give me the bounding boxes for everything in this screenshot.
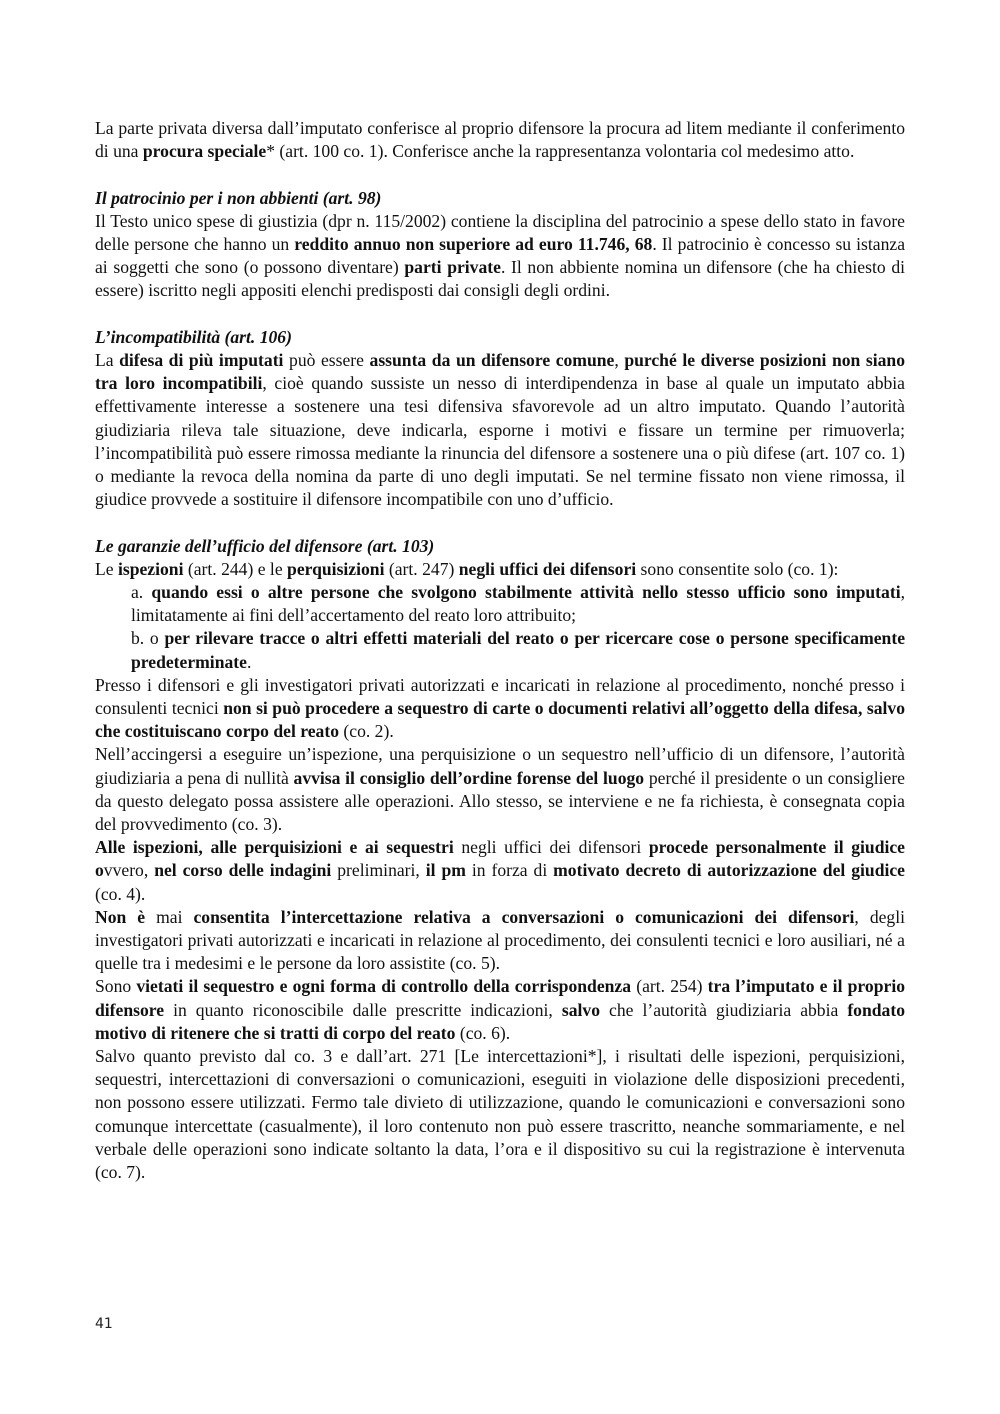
text-run: Le (95, 558, 118, 579)
text-run: Presso i difensori e gli investigatori privati autorizzati e incaricati in relazione al procedimento, nonché presso i consulenti tecnici (95, 674, 905, 719)
section-heading (95, 326, 905, 349)
bold-text: non si può procedere a sequestro di carte o documenti relativi all’oggetto della difesa, salvo che costituiscano corpo del reato (95, 698, 905, 742)
paragraph (95, 117, 905, 163)
section-heading (95, 187, 905, 210)
bold-text: ispezioni (117, 558, 184, 579)
text-run: Le garanzie dell’ufficio del difensore (art. 103) (95, 535, 435, 556)
bold-text: perquisizioni (287, 558, 385, 579)
bold-text: avvisa il consiglio dell’ordine forense del luogo (293, 767, 645, 788)
text-run: può essere (283, 350, 370, 370)
text-run: (art. 247) (384, 558, 459, 579)
paragraph-spacer (95, 163, 905, 186)
bold-text: assunta da un difensore comune (369, 350, 615, 370)
text-run: vvero, (103, 860, 155, 881)
text-run: che l’autorità giudiziaria abbia (600, 999, 848, 1020)
text-run: Il Testo unico spese di giustizia (dpr n. 115/2002) contiene la disciplina del patrocinio a spese dello stato in favore delle persone che hanno un (95, 210, 905, 254)
paragraph (95, 1045, 905, 1184)
paragraph-spacer (95, 511, 905, 534)
text-run: , (614, 350, 625, 370)
text-run: (art. 254) (631, 976, 708, 997)
bold-text: tra l’imputato e il proprio difensore (95, 976, 906, 1020)
paragraph (95, 906, 905, 976)
paragraph-spacer (95, 303, 905, 326)
text-run: Sono (95, 976, 137, 997)
text-run: preliminari, (331, 860, 426, 881)
text-run: perché il presidente o un consigliere da questo delegato possa assistere alle operazioni. Allo stesso, se interviene e ne fa richiesta, è consegnata copia del provvedimento (co. 3). (95, 767, 905, 835)
bold-text: purché le diverse posizioni non siano tra loro incompatibili (95, 350, 905, 394)
bold-text: salvo (561, 999, 600, 1020)
text-run: sono consentite solo (co. 1): (636, 558, 839, 579)
text-run: La (95, 350, 120, 370)
page-number: 41 (95, 1316, 113, 1332)
bold-text: Alle ispezioni, alle perquisizioni e ai sequestri (95, 837, 454, 858)
bold-text: Non è (95, 906, 146, 927)
list-item (95, 581, 905, 627)
bold-text: procede personalmente il giudice o (95, 837, 905, 881)
text-run: (co. 2). (339, 721, 394, 742)
bold-text: reddito annuo non superiore ad euro 11.746, 68 (294, 234, 653, 254)
text-run: La parte privata diversa dall’imputato conferisce al proprio difensore la procura ad litem mediante il conferimento di una (95, 118, 905, 162)
bold-text: negli uffici dei difensori (458, 558, 637, 579)
text-run: Salvo quanto previsto dal co. 3 e dall’art. 271 [Le intercettazioni*], i risultati delle ispezioni, perquisizioni, sequestri, intercettazioni di conversazioni o comunicazioni, eseguiti in violazione delle disposizioni precedenti, non possono essere utilizzati. Fermo tale divieto di utilizzazione, quando le comunicazioni e conversazioni sono comunque intercettate (casualmente), il loro contenuto non può essere trascritto, neanche sommariamente, e nel verbale delle operazioni sono indicate soltanto la data, l’ora e il dispositivo su cui la registrazione è intervenuta (co. 7). (95, 1046, 905, 1183)
bold-text: consentita l’intercettazione relativa a conversazioni o comunicazioni dei difensori (193, 906, 855, 927)
bold-text: per rilevare tracce o altri effetti materiali del reato o per ricercare cose o persone specificamente predeterminate (131, 628, 906, 672)
text-run: , limitatamente ai fini dell’accertamento del reato loro attribuito; (131, 582, 905, 626)
paragraph (95, 836, 905, 906)
paragraph (95, 743, 905, 836)
text-run: (art. 244) e le (183, 558, 288, 579)
text-run: L’incompatibilità (art. 106) (95, 326, 292, 347)
text-run: . Il patrocinio è concesso su istanza ai soggetti che sono (o possono diventare) (95, 234, 906, 278)
paragraph (95, 349, 905, 511)
section-heading (95, 535, 905, 558)
text-run: in quanto riconoscibile dalle prescritte indicazioni, (164, 999, 562, 1020)
paragraph (95, 558, 905, 581)
text-run: . Il non abbiente nomina un difensore (che ha chiesto di essere) iscritto negli appositi elenchi predisposti dai consigli degli ordini. (95, 257, 906, 301)
bold-text: procura speciale (142, 141, 267, 162)
list-item (95, 627, 905, 673)
bold-text: difesa di più imputati (119, 350, 284, 370)
text-run: * (art. 100 co. 1). Conferisce anche la rappresentanza volontaria col medesimo atto. (266, 141, 855, 162)
text-run: , cioè quando sussiste un nesso di interdipendenza in base al quale un imputato abbia effettivamente interesse a sostenere una tesi difensiva sfavorevole ad un altro imputato. Quando l’autorità giudiziaria rileva tale situazione, deve indicarla, esporne i motivi e fissare un termine per rimuoverla; l’incompatibilità può essere rimossa mediante la rinuncia del difensore a sostenere una o più difese (art. 107 co. 1) o mediante la revoca della nomina da parte di uno degli imputati. Se nel termine fissato non viene rimossa, il giudice provvede a sostituire il difensore incompatibile con uno d’ufficio. (95, 373, 905, 510)
text-run: a. (131, 582, 152, 603)
paragraph (95, 210, 905, 303)
paragraph (95, 975, 905, 1045)
text-run: Nell’accingersi a eseguire un’ispezione, una perquisizione o un sequestro nell’ufficio di un difensore, l’autorità giudiziaria a pena di nullità (95, 744, 905, 788)
text-run: (co. 6). (455, 1022, 511, 1043)
text-run: negli uffici dei difensori (453, 837, 649, 858)
text-run: in forza di (465, 860, 554, 881)
bold-text: nel corso delle indagini (154, 860, 332, 881)
text-run: mai (145, 906, 194, 927)
bold-text: motivato decreto di autorizzazione del giudice (553, 860, 905, 881)
text-run: Il patrocinio per i non abbienti (art. 98) (95, 187, 382, 208)
text-run: b. o (131, 628, 165, 649)
text-run: , degli investigatori privati autorizzati e incaricati in relazione al procedimento, dei consulenti tecnici e loro ausiliari, né a quelle tra i medesimi e le persone da loro assistite (co. 5). (95, 906, 905, 974)
bold-text: fondato motivo di ritenere che si tratti di corpo del reato (95, 999, 905, 1043)
text-run: (co. 4). (95, 883, 146, 904)
text-run: . (246, 651, 252, 672)
bold-text: vietati il sequestro e ogni forma di controllo della corrispondenza (136, 976, 632, 997)
bold-text: quando essi o altre persone che svolgono stabilmente attività nello stesso ufficio sono imputati (151, 582, 901, 603)
bold-text: parti private (404, 257, 501, 278)
bold-text: il pm (425, 860, 466, 881)
paragraph (95, 674, 905, 744)
page-body (95, 117, 905, 1184)
